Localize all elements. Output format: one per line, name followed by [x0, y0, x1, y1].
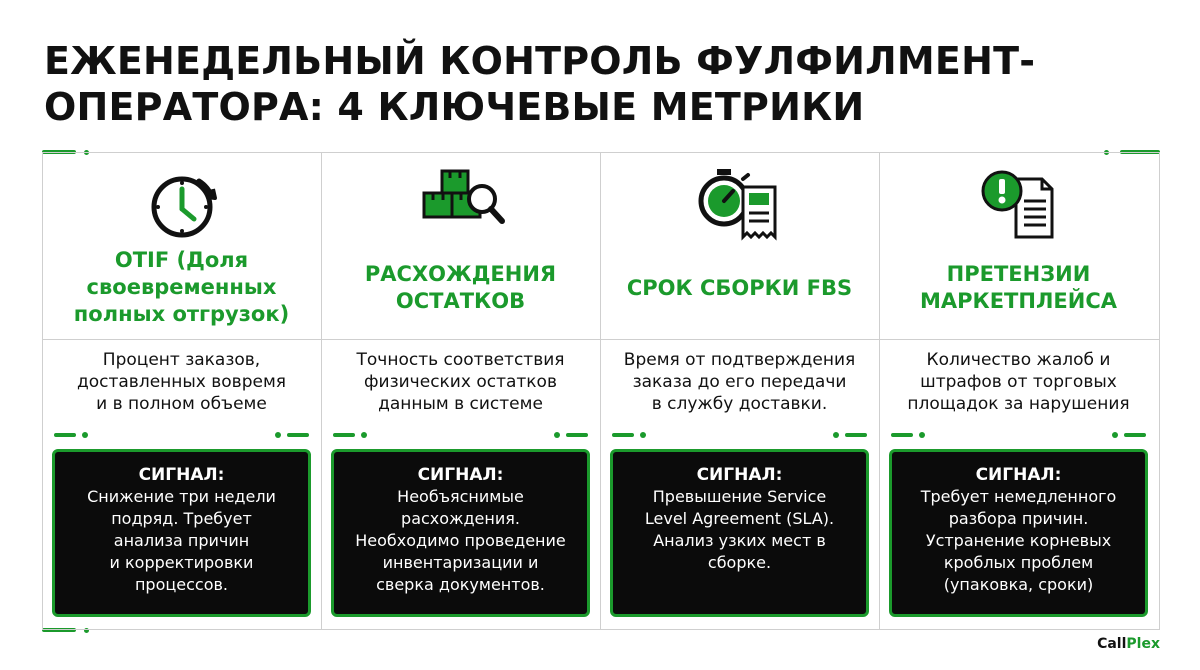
signal-box	[610, 449, 869, 617]
signal-heading: СИГНАЛ:	[417, 465, 504, 485]
separator-dot	[919, 432, 925, 438]
alert-document-icon	[879, 167, 1158, 243]
signal-heading: СИГНАЛ:	[696, 465, 783, 485]
separator-accent	[566, 433, 588, 437]
stopwatch-receipt-icon	[600, 167, 879, 243]
metric-title: СРОК СБОРКИ FBS	[626, 276, 853, 300]
signal-heading: СИГНАЛ:	[975, 465, 1062, 485]
metric-description: Количество жалоб и штрафов от торговых площадок за нарушения	[907, 350, 1130, 414]
separator-accent	[845, 433, 867, 437]
signal-text: Необъяснимые расхождения. Необходимо проведение инвентаризации и сверка документов.	[355, 487, 566, 594]
metric-card-fbs-assembly-time	[600, 153, 879, 629]
separator-accent	[1124, 433, 1146, 437]
metric-title: OTIF (Доля своевременных полных отгрузок)	[73, 248, 290, 326]
metric-card-otif	[42, 153, 321, 629]
metrics-grid	[42, 152, 1160, 630]
separator-accent	[612, 433, 634, 437]
separator-dot	[833, 432, 839, 438]
brand-logo: CallPlex	[1097, 636, 1160, 652]
metric-card-marketplace-claims	[879, 153, 1158, 629]
separator-dot	[361, 432, 367, 438]
separator-accent	[54, 433, 76, 437]
signal-text: Требует немедленного разбора причин. Устранение корневых кроблых проблем (упаковка, сроки)	[920, 487, 1117, 594]
separator-accent	[287, 433, 309, 437]
signal-heading: СИГНАЛ:	[138, 465, 225, 485]
title-line-1: ЕЖЕНЕДЕЛЬНЫЙ КОНТРОЛЬ ФУЛФИЛМЕНТ-	[44, 39, 1036, 83]
separator-dot	[275, 432, 281, 438]
signal-text: Снижение три недели подряд. Требует анализа причин и корректировки процессов.	[87, 487, 276, 594]
title-line-2: ОПЕРАТОРА: 4 КЛЮЧЕВЫЕ МЕТРИКИ	[44, 85, 865, 129]
separator-accent	[333, 433, 355, 437]
signal-box	[331, 449, 590, 617]
metric-title: ПРЕТЕНЗИИ МАРКЕТПЛЕЙСА	[920, 262, 1117, 313]
metric-description: Время от подтверждения заказа до его передачи в службу доставки.	[623, 350, 856, 414]
metric-description: Процент заказов, доставленных вовремя и в полном объеме	[76, 350, 287, 414]
signal-text: Превышение Service Level Agreement (SLA). Анализ узких мест в сборке.	[644, 487, 835, 572]
separator-dot	[640, 432, 646, 438]
separator-dot	[554, 432, 560, 438]
separator-accent	[891, 433, 913, 437]
metric-title: РАСХОЖДЕНИЯ ОСТАТКОВ	[364, 262, 557, 313]
signal-box	[52, 449, 311, 617]
boxes-magnifier-icon	[321, 167, 600, 243]
metric-description: Точность соответствия физических остатков данным в системе	[356, 350, 565, 414]
page-title	[44, 38, 1164, 130]
signal-box	[889, 449, 1148, 617]
metric-card-stock-discrepancy	[321, 153, 600, 629]
clock-icon	[42, 167, 321, 243]
separator-dot	[1112, 432, 1118, 438]
grid-divider	[1159, 153, 1160, 629]
separator-dot	[82, 432, 88, 438]
